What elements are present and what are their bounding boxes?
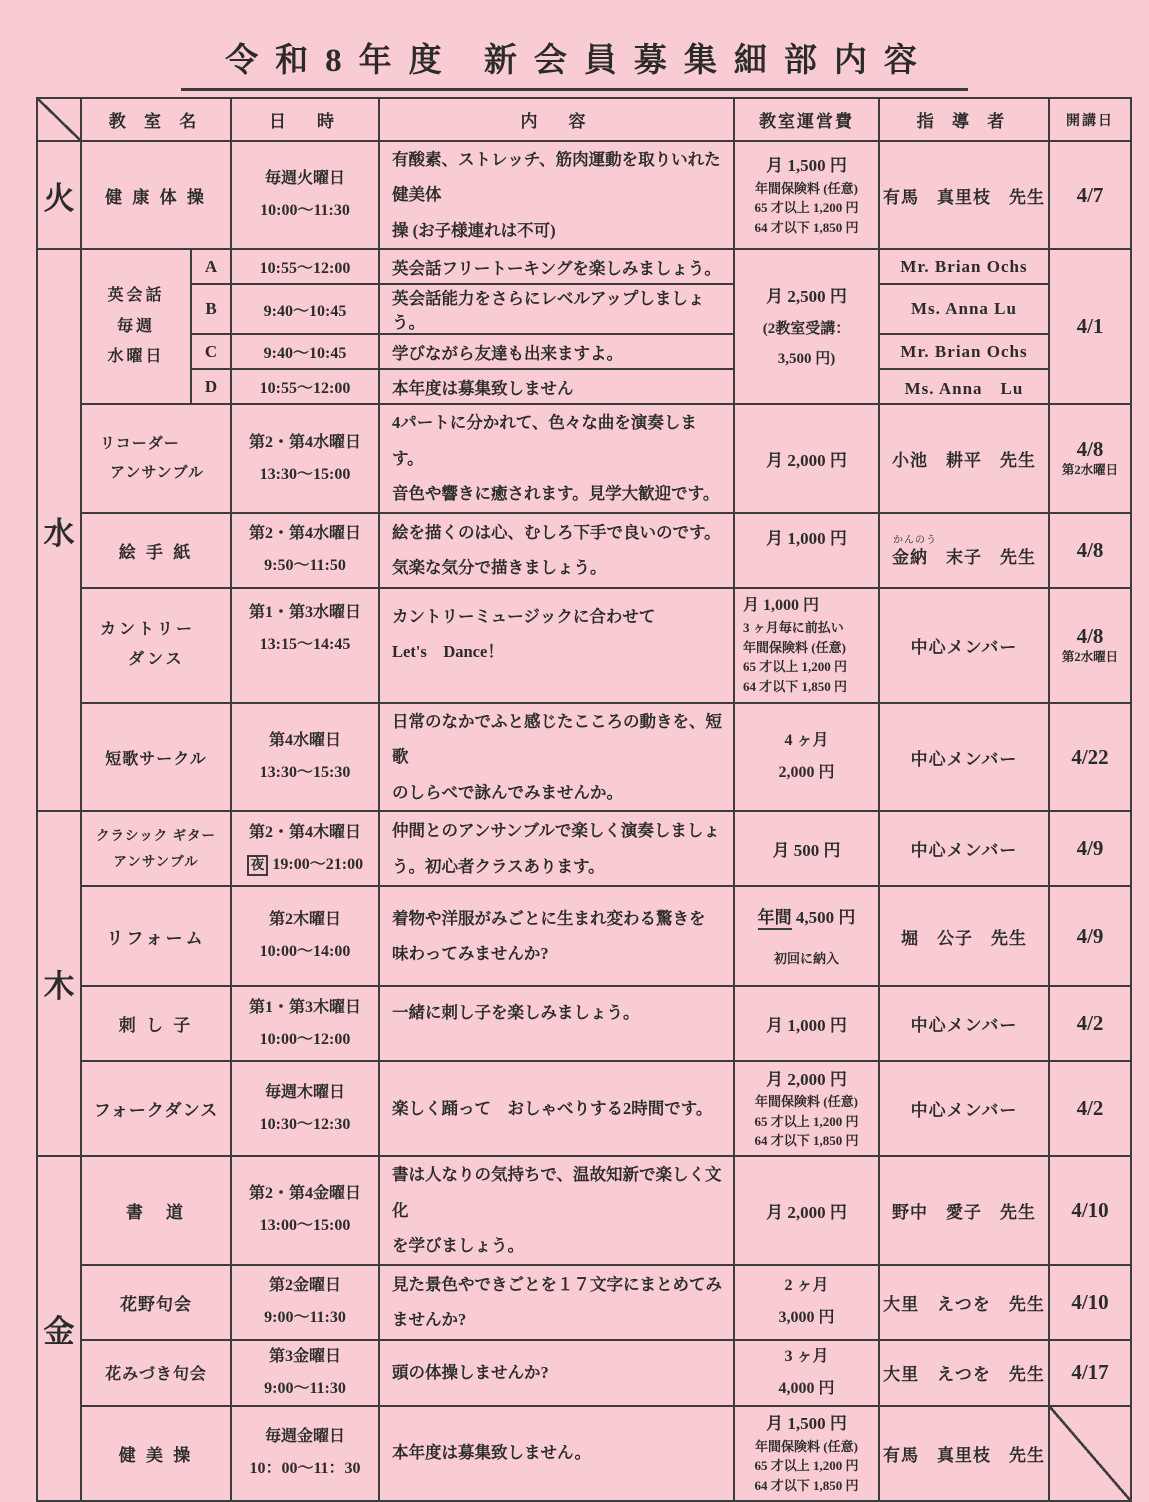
teacher-rest: 末子 先生: [928, 547, 1036, 567]
teacher-cell: 野中 愛子 先生: [879, 1156, 1049, 1264]
fee-line: 65 才以上 1,200 円: [743, 659, 848, 675]
content-line: 頭の体操しませんか?: [392, 1362, 549, 1382]
class-letter-cell: A: [191, 249, 231, 284]
teacher-cell: 有馬 真里枝 先生: [879, 141, 1049, 249]
content-cell: [379, 1265, 734, 1340]
teacher-cell: 中心メンバー: [879, 811, 1049, 886]
fee-line: 2,000 円: [778, 764, 835, 782]
datetime-line: [234, 849, 376, 881]
class-name-line: クラシック ギター: [96, 828, 216, 844]
teacher-cell: 堀 公子 先生: [879, 886, 1049, 986]
datetime-line: 10：00～11：30: [249, 1460, 361, 1478]
datetime-cell: [231, 141, 379, 249]
fee-cell: [734, 141, 879, 249]
table-row: [37, 284, 1131, 334]
datetime-line: 13:30～15:00: [259, 465, 351, 483]
class-schedule-table: [36, 97, 1132, 1502]
content-line: 見た景色やできごとを１７文字にまとめてみ: [392, 1274, 722, 1294]
datetime-cell: [231, 1061, 379, 1156]
teacher-cell: Ms. Anna Lu: [879, 284, 1049, 334]
content-line: 味わってみませんか?: [392, 944, 549, 964]
fee-block: [741, 1270, 872, 1334]
fee-line: 年間保険料 (任意): [743, 639, 846, 655]
content-line: 日常のなかでふと感じたこころの動きを、短歌: [392, 711, 722, 767]
fee-cell: [734, 588, 879, 703]
class-name-cell: 健 美 操: [81, 1406, 231, 1501]
table-row: [37, 404, 1131, 512]
datetime-line: 13:00～15:00: [259, 1217, 351, 1235]
fee-line: 4,000 円: [778, 1379, 835, 1397]
content-line: 一緒に刺し子を楽しみましょう。: [392, 1003, 640, 1023]
fee-line: 65 才以上 1,200 円: [754, 1113, 859, 1129]
content-line: ませんか?: [392, 1310, 467, 1330]
teacher-surname: 金納: [892, 547, 928, 567]
fee-line: (2教室受講：: [762, 320, 851, 337]
datetime-line: 毎週木曜日: [264, 1083, 345, 1101]
table-row: [37, 1406, 1131, 1501]
fee-cell: [734, 249, 879, 404]
start-date-empty-diagonal-cell: [1049, 1406, 1131, 1501]
fee-line: 月 1,500 円: [766, 1414, 847, 1434]
fee-line: 65 才以上 1,200 円: [754, 200, 859, 216]
datetime-cell: [231, 404, 379, 512]
datetime-line: 10:00～12:00: [259, 1030, 351, 1048]
class-name-cell: [81, 811, 231, 886]
start-date-cell: 4/9: [1049, 886, 1131, 986]
content-line: のしらべで詠んでみませんか。: [392, 782, 623, 802]
table-row: [37, 886, 1131, 986]
class-name-cell: 花みづき句会: [81, 1340, 231, 1406]
fee-cell: [734, 703, 879, 811]
datetime-cell: [231, 588, 379, 703]
datetime-cell: 10:55～12:00: [231, 249, 379, 284]
fee-line: 年間保険料 (任意): [755, 1094, 858, 1110]
furigana: かんのう: [893, 534, 937, 546]
fee-line: 64 才以下 1,850 円: [754, 1477, 859, 1493]
corner-diagonal-cell: [37, 98, 81, 141]
datetime-line: 第2・第4木曜日: [248, 823, 361, 841]
fee-cell: 月 1,000 円: [734, 513, 879, 588]
teacher-cell: 有馬 真里枝 先生: [879, 1406, 1049, 1501]
class-name-line: リコーダー: [100, 436, 180, 453]
start-date-cell: 4/10: [1049, 1156, 1131, 1264]
class-name-cell: リフォーム: [81, 886, 231, 986]
class-name-line: 毎週: [116, 317, 155, 335]
teacher-cell: 大里 えつを 先生: [879, 1340, 1049, 1406]
teacher-cell: [879, 513, 1049, 588]
fee-line: 月 2,000 円: [766, 1069, 847, 1089]
class-name-line: 英会話: [107, 287, 165, 305]
start-date-cell: 4/8: [1049, 513, 1131, 588]
class-name-cell: 書 道: [81, 1156, 231, 1264]
datetime-cell: 10:55～12:00: [231, 369, 379, 404]
fee-cell: 月 1,000 円: [734, 986, 879, 1061]
class-name-line: アンサンブル: [113, 853, 199, 869]
class-name-cell: 花野句会: [81, 1265, 231, 1340]
class-name-cell: [81, 404, 231, 512]
class-name-cell: 健 康 体 操: [81, 141, 231, 249]
datetime-line: 10:00～11:30: [260, 202, 350, 220]
col-header-class-name: 教 室 名: [81, 98, 231, 141]
teacher-cell: 小池 耕平 先生: [879, 404, 1049, 512]
content-cell: [379, 1061, 734, 1156]
class-letter-cell: D: [191, 369, 231, 404]
fee-cell: 月 2,000 円: [734, 404, 879, 512]
fee-line: 65 才以上 1,200 円: [754, 1458, 859, 1474]
content-line: Let's Dance！: [392, 642, 504, 662]
class-name-cell: 絵 手 紙: [81, 513, 231, 588]
fee-block: [741, 280, 872, 374]
start-date-cell: [1049, 404, 1131, 512]
datetime-line: 13:15～14:45: [259, 635, 351, 653]
content-cell: [379, 1406, 734, 1501]
datetime-cell: [231, 1406, 379, 1501]
content-line: 音色や響きに癒されます。見学大歓迎です。: [392, 484, 720, 504]
start-date-cell: 4/17: [1049, 1340, 1131, 1406]
night-mark: 夜: [247, 855, 269, 876]
fee-underlined-term: 年間: [758, 908, 792, 930]
fee-line: 年間保険料 (任意): [755, 180, 858, 196]
table-row: [37, 1061, 1131, 1156]
datetime-line: 第2・第4水曜日: [248, 433, 361, 451]
content-cell: [379, 1340, 734, 1406]
fee-line: 3,500 円): [777, 350, 836, 367]
content-line: 有酸素、ストレッチ、筋肉運動を取りいれた健美体: [392, 150, 721, 205]
class-name-cell: [81, 249, 191, 404]
table-row: [37, 986, 1131, 1061]
content-cell: [379, 703, 734, 811]
datetime-cell: [231, 1340, 379, 1406]
class-name-cell: 短歌サークル: [81, 703, 231, 811]
content-line: 楽しく踊って おしゃべりする2時間です。: [392, 1098, 713, 1118]
content-line: 気楽な気分で描きましょう。: [392, 558, 607, 578]
fee-line: 64 才以下 1,850 円: [754, 1133, 859, 1149]
start-date-note: 第2水曜日: [1061, 463, 1119, 478]
fee-line: 64 才以下 1,850 円: [754, 219, 859, 235]
datetime-line: 第2・第4金曜日: [248, 1185, 361, 1203]
fee-block: [741, 1341, 872, 1405]
table-row: [37, 1340, 1131, 1406]
table-row: [37, 1265, 1131, 1340]
fee-cell: 月 500 円: [734, 811, 879, 886]
datetime-line: 13:30～15:30: [259, 764, 351, 782]
day-cell-friday: 金: [37, 1156, 81, 1500]
content-cell: 英会話フリートーキングを楽しみましょう。: [379, 249, 734, 284]
class-letter-cell: C: [191, 334, 231, 369]
col-header-teacher: 指 導 者: [879, 98, 1049, 141]
fee-cell: [734, 886, 879, 986]
datetime-line: 第1・第3木曜日: [248, 998, 361, 1016]
table-row: [37, 141, 1131, 249]
header-row: [37, 98, 1131, 141]
content-cell: [379, 588, 734, 703]
datetime-line: 第3金曜日: [268, 1347, 341, 1365]
class-name-cell: フォークダンス: [81, 1061, 231, 1156]
class-name-line: ダンス: [128, 651, 185, 669]
fee-note: 初回に納入: [773, 951, 839, 967]
teacher-cell: 中心メンバー: [879, 588, 1049, 703]
content-line: 4パートに分かれて、色々な曲を演奏します。: [392, 413, 697, 468]
datetime-line: 9:00～11:30: [264, 1309, 346, 1327]
content-cell: [379, 986, 734, 1061]
document-title-wrap: [0, 34, 1149, 91]
fee-line: 2 ヶ月: [784, 1277, 829, 1295]
datetime-line: 10:30～12:30: [259, 1115, 351, 1133]
table-row: [37, 513, 1131, 588]
start-date-cell: 4/7: [1049, 141, 1131, 249]
fee-cell: [734, 1061, 879, 1156]
class-letter-cell: B: [191, 284, 231, 334]
class-name-cell: 刺 し 子: [81, 986, 231, 1061]
table-row: [37, 334, 1131, 369]
content-line: う。初心者クラスあります。: [392, 856, 605, 876]
teacher-cell: 中心メンバー: [879, 1061, 1049, 1156]
datetime-line: 毎週金曜日: [264, 1428, 345, 1446]
content-line: 仲間とのアンサンブルで楽しく演奏しましょ: [392, 821, 720, 841]
fee-line: [741, 905, 872, 931]
content-cell: 英会話能力をさらにレベルアップしましょう。: [379, 284, 734, 334]
day-cell-tuesday: 火: [37, 141, 81, 249]
datetime-cell: [231, 1156, 379, 1264]
fee-cell: [734, 1265, 879, 1340]
table-row: [37, 369, 1131, 404]
content-line: 絵を描くのは心、むしろ下手で良いのです。: [392, 522, 721, 542]
class-name-line: カントリー: [100, 620, 196, 638]
fee-line: 64 才以下 1,850 円: [743, 678, 848, 694]
teacher-cell: Mr. Brian Ochs: [879, 334, 1049, 369]
col-header-datetime: 日 時: [231, 98, 379, 141]
start-date-cell: 4/10: [1049, 1265, 1131, 1340]
datetime-line: 第1・第3水曜日: [248, 603, 361, 621]
start-date-note: 第2水曜日: [1061, 650, 1119, 665]
content-line: 着物や洋服がみごとに生まれ変わる驚きを: [392, 908, 706, 928]
table-row: [37, 703, 1131, 811]
datetime-cell: [231, 513, 379, 588]
start-date: 4/8: [1076, 624, 1104, 649]
class-name-cell: [81, 588, 231, 703]
col-header-start-date: 開講日: [1049, 98, 1131, 141]
start-date: 4/8: [1076, 437, 1104, 462]
datetime-cell: [231, 886, 379, 986]
table-row: [37, 588, 1131, 703]
start-date-cell: 4/22: [1049, 703, 1131, 811]
datetime-cell: [231, 811, 379, 886]
content-cell: [379, 404, 734, 512]
class-name-line: 水曜日: [107, 348, 165, 366]
fee-block: [741, 725, 872, 789]
fee-line: 3 ヶ月毎に前払い: [743, 620, 844, 636]
table-row: [37, 249, 1131, 284]
datetime-line: 第2金曜日: [268, 1277, 341, 1295]
fee-cell: 月 2,000 円: [734, 1156, 879, 1264]
day-cell-thursday: 木: [37, 811, 81, 1156]
document-title: 令和8年度 新会員募集細部内容: [181, 34, 968, 91]
start-date-cell: 4/2: [1049, 1061, 1131, 1156]
fee-line: 4 ヶ月: [784, 732, 829, 750]
datetime-cell: [231, 703, 379, 811]
fee-line: 月 2,500 円: [766, 286, 847, 306]
fee-line: 年間保険料 (任意): [755, 1438, 858, 1454]
teacher-cell: 中心メンバー: [879, 703, 1049, 811]
table-row: [37, 811, 1131, 886]
start-date-cell: [1049, 588, 1131, 703]
teacher-cell: Mr. Brian Ochs: [879, 249, 1049, 284]
content-line: 操 (お子様連れは不可): [392, 220, 556, 240]
start-date-cell: 4/2: [1049, 986, 1131, 1061]
day-cell-wednesday: 水: [37, 249, 81, 811]
content-line: カントリーミュージックに合わせて: [392, 606, 656, 626]
content-line: 書は人なりの気持ちで、温故知新で楽しく文化: [392, 1165, 722, 1220]
datetime-line: 10:00～14:00: [259, 943, 351, 961]
datetime-line: 毎週火曜日: [264, 170, 345, 188]
content-line: を学びましょう。: [392, 1236, 524, 1256]
content-cell: [379, 1156, 734, 1264]
teacher-cell: Ms. Anna Lu: [879, 369, 1049, 404]
datetime-cell: [231, 986, 379, 1061]
fee-line: 3,000 円: [778, 1309, 835, 1327]
fee-line: 月 1,500 円: [766, 156, 847, 176]
content-cell: [379, 886, 734, 986]
content-cell: [379, 513, 734, 588]
content-cell: [379, 811, 734, 886]
teacher-cell: 中心メンバー: [879, 986, 1049, 1061]
start-date-cell: 4/9: [1049, 811, 1131, 886]
datetime-cell: 9:40～10:45: [231, 334, 379, 369]
content-cell: [379, 141, 734, 249]
col-header-fee: 教室運営費: [734, 98, 879, 141]
datetime-cell: [231, 1265, 379, 1340]
teacher-cell: 大里 えつを 先生: [879, 1265, 1049, 1340]
datetime-text: 19:00～21:00: [272, 855, 364, 873]
datetime-cell: 9:40～10:45: [231, 284, 379, 334]
class-name-line: アンサンブル: [110, 464, 205, 481]
fee-line: 3 ヶ月: [784, 1347, 829, 1365]
fee-amount: 4,500 円: [791, 907, 856, 927]
fee-cell: [734, 1340, 879, 1406]
content-line: 本年度は募集致しません。: [392, 1443, 591, 1463]
start-date-cell: 4/1: [1049, 249, 1131, 404]
content-cell: 本年度は募集致しません: [379, 369, 734, 404]
datetime-line: 第2・第4水曜日: [248, 525, 361, 543]
fee-line: 月 1,000 円: [743, 597, 820, 615]
fee-cell: [734, 1406, 879, 1501]
table-row: [37, 1156, 1131, 1264]
datetime-line: 9:50～11:50: [264, 557, 346, 575]
datetime-line: 第2木曜日: [268, 911, 341, 929]
content-cell: 学びながら友達も出来ますよ。: [379, 334, 734, 369]
datetime-line: 第4水曜日: [268, 732, 341, 750]
datetime-line: 9:00～11:30: [264, 1379, 346, 1397]
teacher-name-with-furigana: [892, 534, 937, 568]
col-header-content: 内 容: [379, 98, 734, 141]
